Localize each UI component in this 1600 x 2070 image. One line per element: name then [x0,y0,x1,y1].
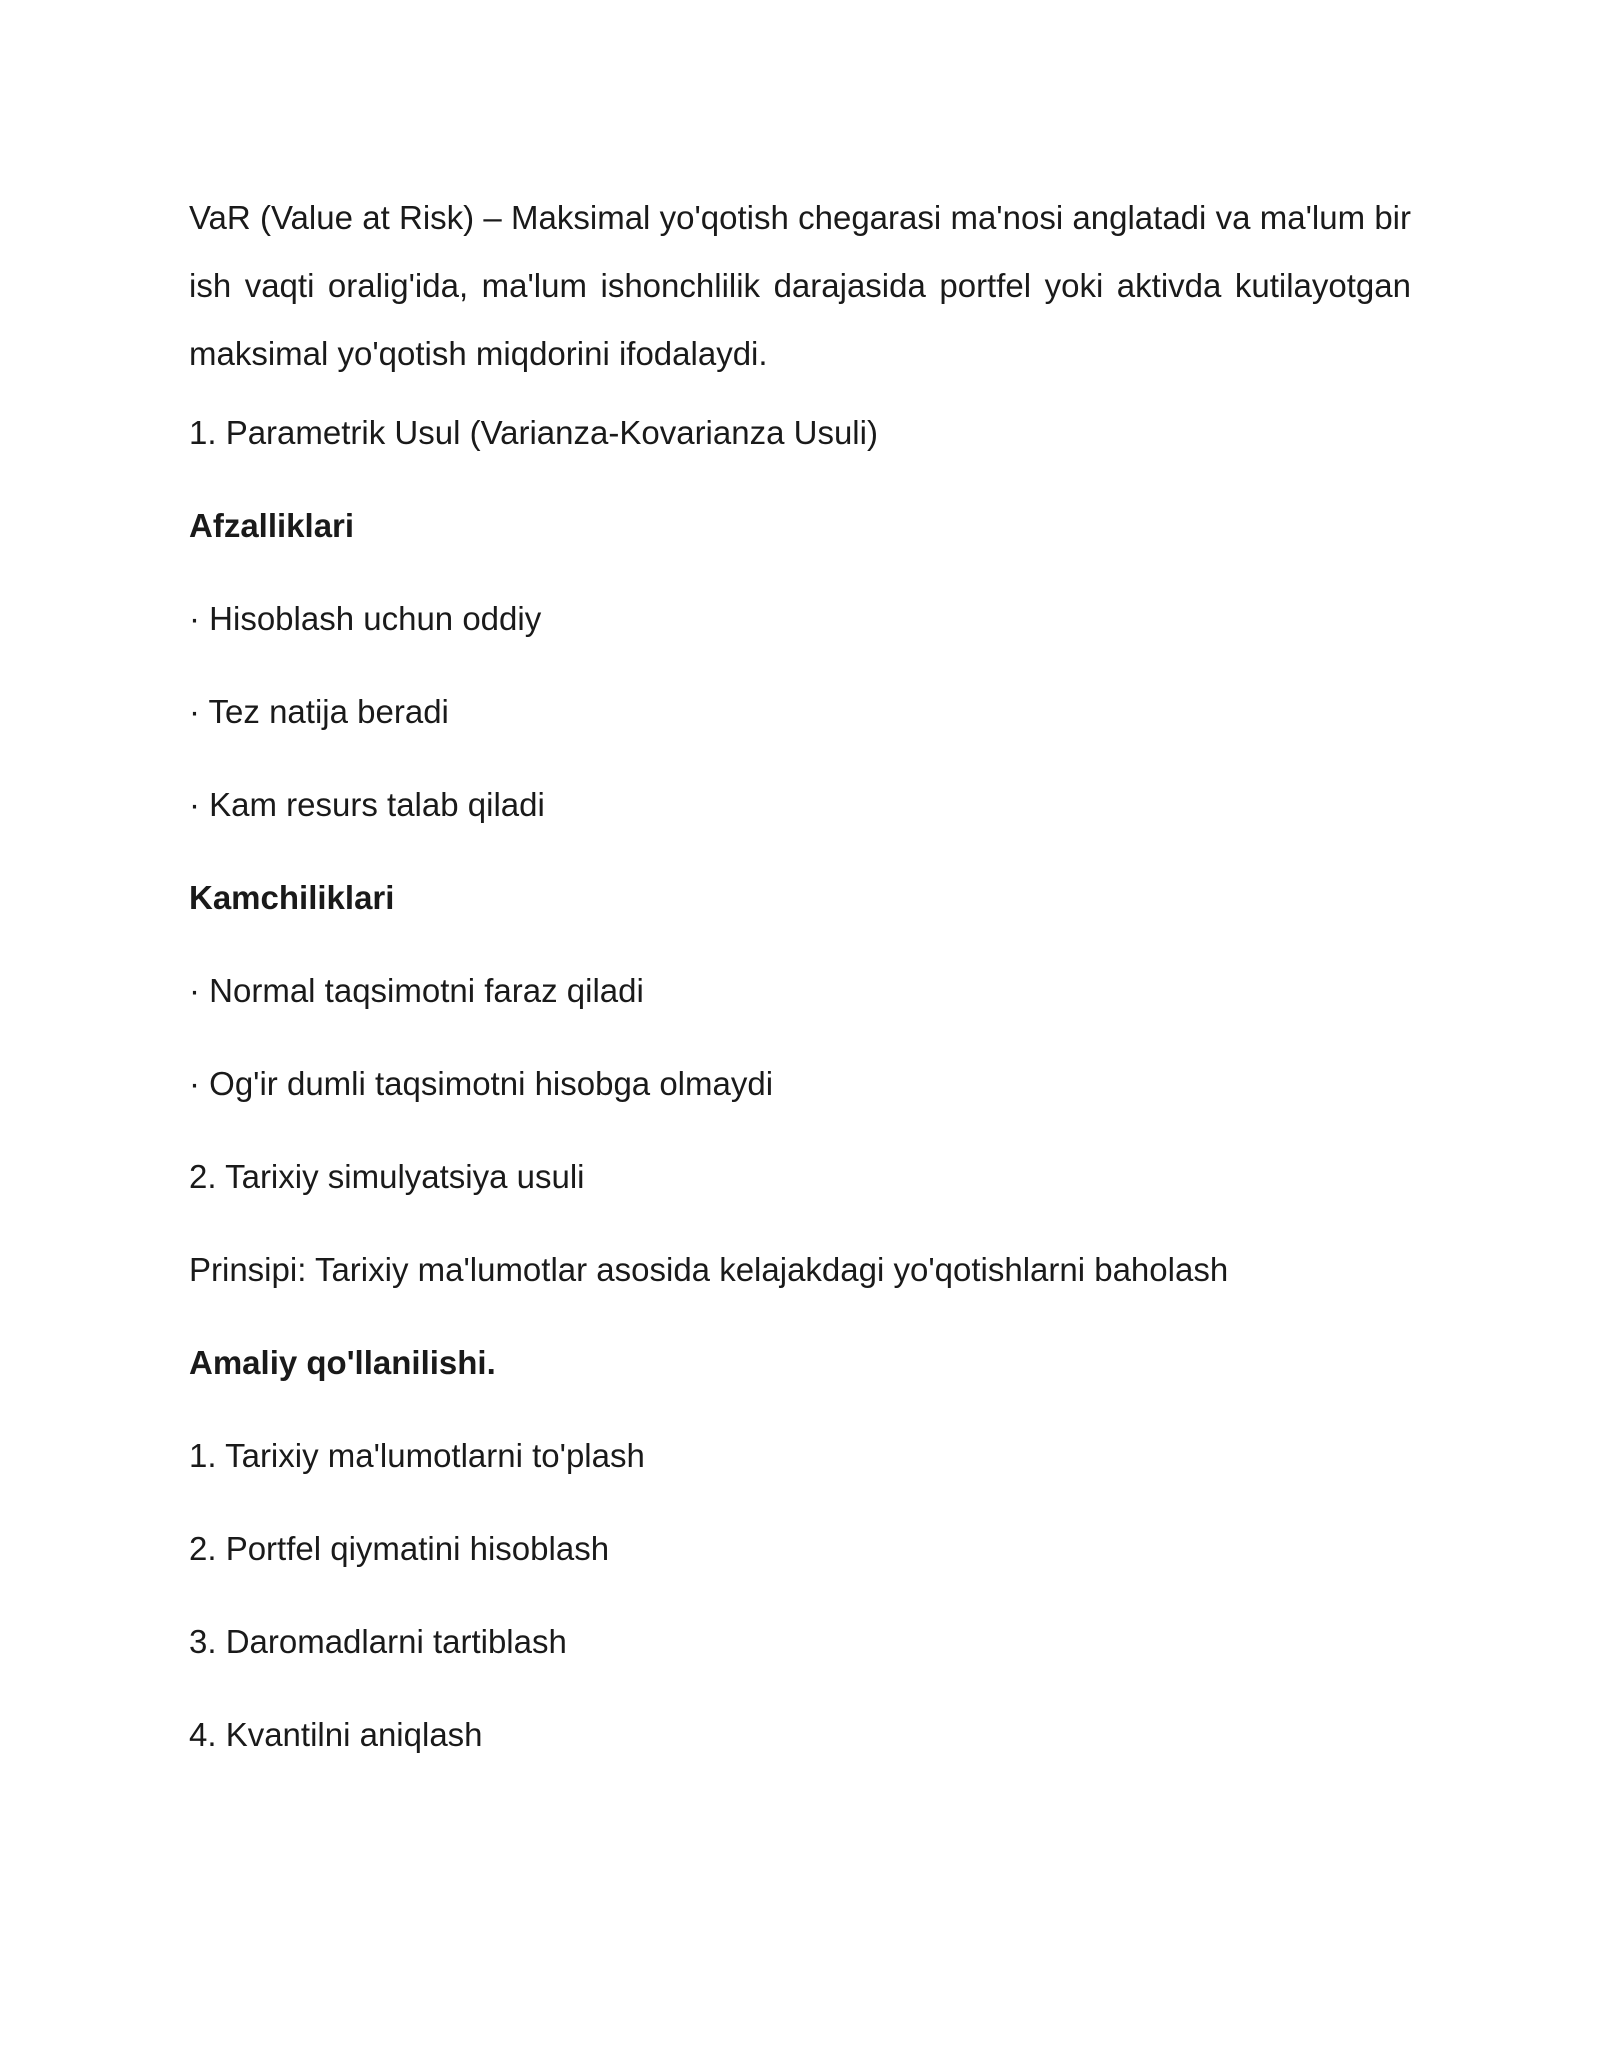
advantage-item: · Kam resurs talab qiladi [189,786,545,823]
method1-title: 1. Parametrik Usul (Varianza-Kovarianza Usuli) [189,414,878,451]
advantage-item: · Hisoblash uchun oddiy [189,600,542,637]
intro-paragraph: VaR (Value at Risk) – Maksimal yo'qotish chegarasi ma'nosi anglatadi va ma'lum bir ish vaqti oralig'ida, ma'lum ishonchlilik darajasida portfel yoki aktivda kutilayotgan maksimal yo'qotish miqdorini ifodalaydi. [189,199,1411,372]
advantage-item: · Tez natija beradi [189,693,449,730]
disadvantages-heading: Kamchiliklari [189,879,395,916]
step-item: 2. Portfel qiymatini hisoblash [189,1530,610,1567]
advantages-heading: Afzalliklari [189,507,355,544]
method2-title: 2. Tarixiy simulyatsiya usuli [189,1158,585,1195]
disadvantage-item: · Og'ir dumli taqsimotni hisobga olmaydi [189,1065,774,1102]
document-body [189,184,1411,1808]
application-heading: Amaliy qo'llanilishi. [189,1344,496,1381]
principle-text: Prinsipi: Tarixiy ma'lumotlar asosida kelajakdagi yo'qotishlarni baholash [189,1251,1229,1288]
disadvantage-item: · Normal taqsimotni faraz qiladi [189,972,644,1009]
step-item: 1. Tarixiy ma'lumotlarni to'plash [189,1437,645,1474]
step-item: 3. Daromadlarni tartiblash [189,1623,567,1660]
step-item: 4. Kvantilni aniqlash [189,1716,483,1753]
